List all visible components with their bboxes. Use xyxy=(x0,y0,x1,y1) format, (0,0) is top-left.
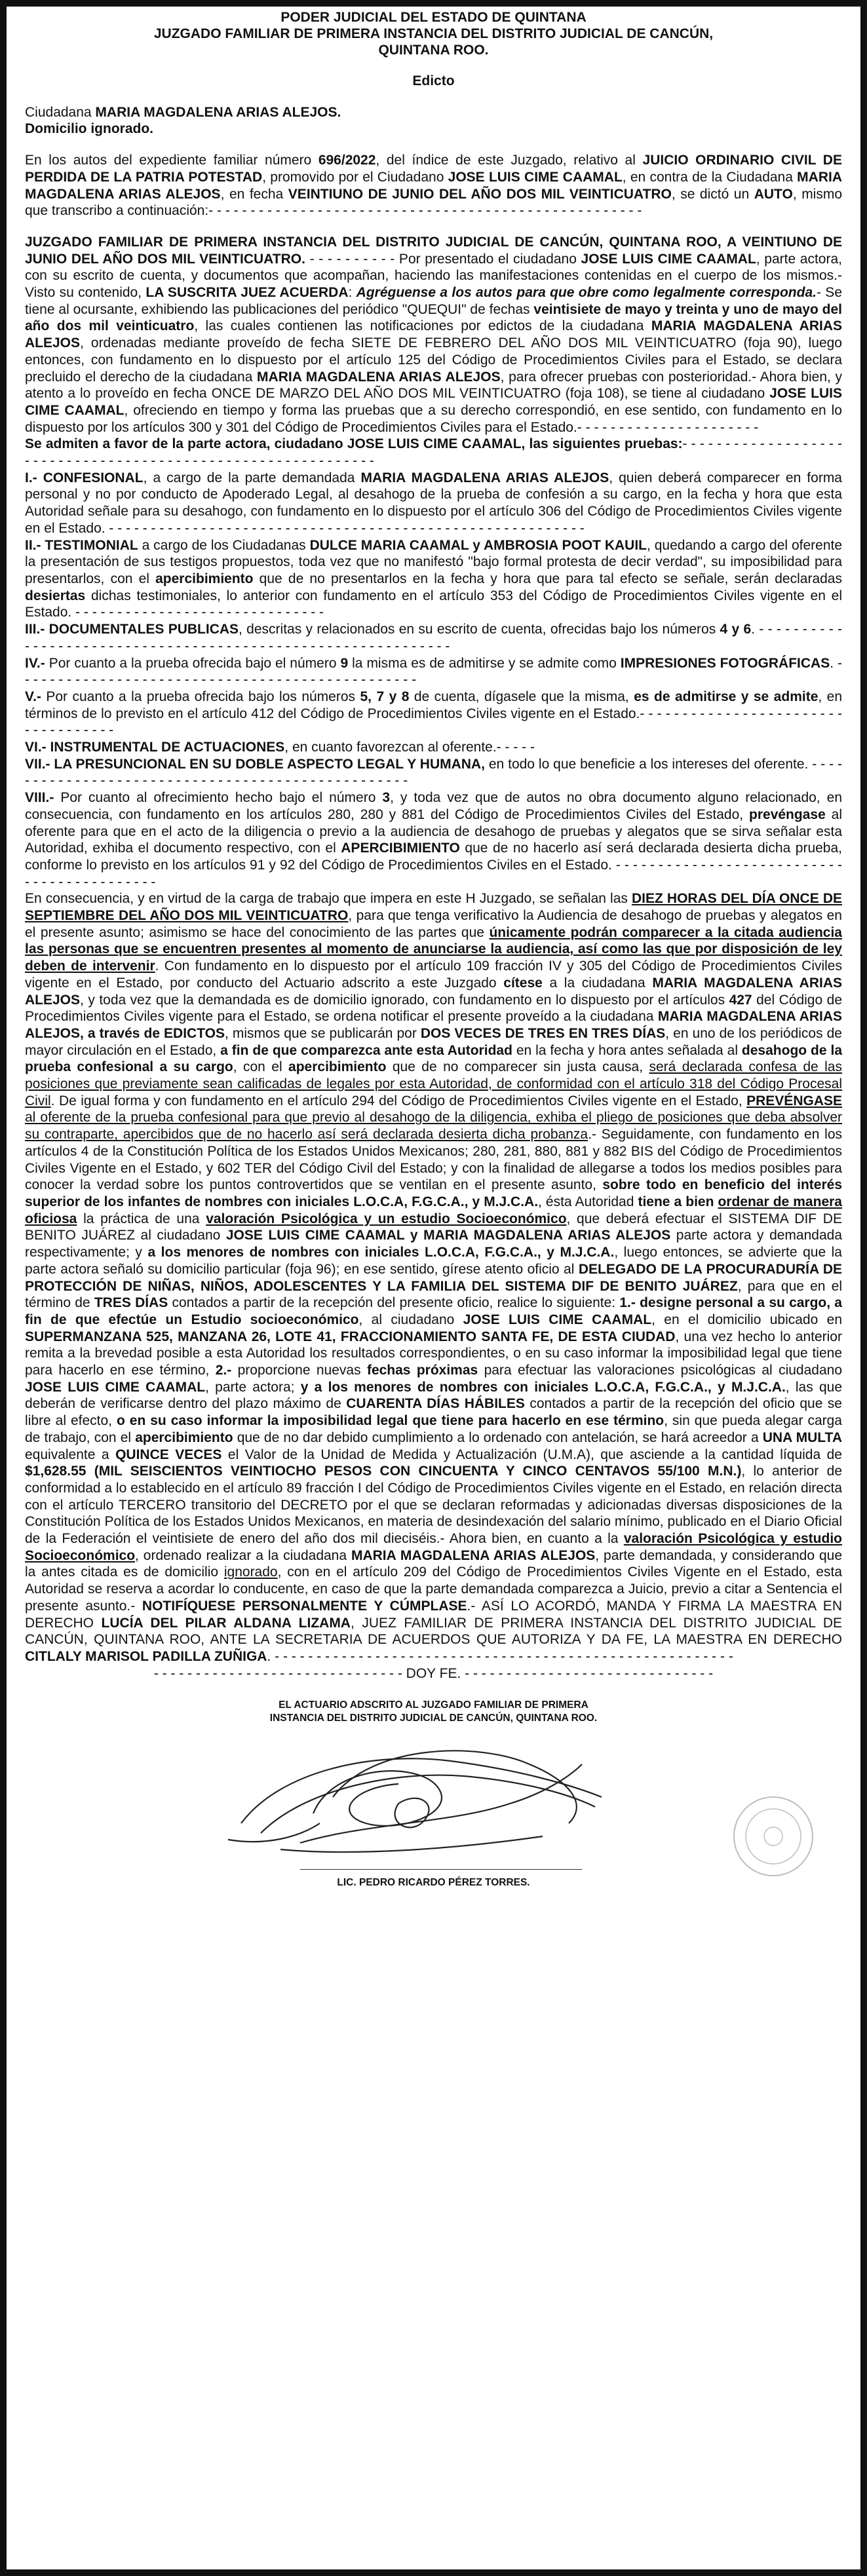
court-header xyxy=(25,9,842,58)
order-paragraph-2: Se admiten a favor de la parte actora, ciudadano JOSE LUIS CIME CAAMAL, las siguientes pruebas:- - - - - - - - - - - - - - - - - - - - - - - - - - - - - - - - - - - - - - - - - - - - - - - - - - - - - - - - - - - - - xyxy=(25,436,842,469)
signer-name: LIC. PEDRO RICARDO PÉREZ TORRES. xyxy=(337,1877,530,1889)
court-order xyxy=(25,234,842,1682)
evidence-item-2: II.- TESTIMONIAL a cargo de los Ciudadanas DULCE MARIA CAAMAL y AMBROSIA POOT KAUIL, quedando a cargo del oferente la presentación de sus testigos propuestos, toda vez que no manifestó "bajo formal protesta de decir verdad", su imposibilidad para presentarlos, con el apercibimiento que de no presentarlos en la fecha y hora que para tal efecto se señale, serán declaradas desiertas dichas testimoniales, lo anterior con fundamento en el artículo 353 del Código de Procedimientos Civiles vigente en el Estado. - - - - - - - - - - - - - - - - - - - - - - - - - - - - - - xyxy=(25,537,843,620)
actuary-line-1: EL ACTUARIO ADSCRITO AL JUZGADO FAMILIAR DE PRIMERA xyxy=(279,1699,588,1711)
document-title: Edicto xyxy=(412,73,455,88)
intro-paragraph: En los autos del expediente familiar número 696/2022, del índice de este Juzgado, relativo al JUICIO ORDINARIO CIVIL DE PERDIDA DE LA PATRIA POTESTAD, promovido por el Ciudadano JOSE LUIS CIME CAAMAL, en contra de la Ciudadana MARIA MAGDALENA ARIAS ALEJOS, en fecha VEINTIUNO DE JUNIO DEL AÑO DOS MIL VEINTICUATRO, se dictó un AUTO, mismo que transcribo a continuación:- - - - - - - - - - - - - - - - - - - - - - - - - - - - - - - - - - - - - - - - - - - - - - - - - - - - xyxy=(25,153,843,219)
evidence-item-4: IV.- Por cuanto a la prueba ofrecida bajo el número 9 la misma es de admitirse y se admite como IMPRESIONES FOTOGRÁFICAS. - - - - - - - - - - - - - - - - - - - - - - - - - - - - - - - - - - - - - - - - - - - - - - - - xyxy=(25,655,842,688)
addressee-name: MARIA MAGDALENA ARIAS ALEJOS. xyxy=(95,104,341,120)
addressee-block xyxy=(25,104,842,138)
addressee-domicile: Domicilio ignorado. xyxy=(25,121,154,137)
actuary-caption xyxy=(25,1699,842,1725)
order-paragraph-1: JUZGADO FAMILIAR DE PRIMERA INSTANCIA DEL DISTRITO JUDICIAL DE CANCÚN, QUINTANA ROO, A VEINTIUNO DE JUNIO DEL AÑO DOS MIL VEINTICUATRO. - - - - - - - - - - Por presentado el ciudadano JOSE LUIS CIME CAAMAL, parte actora, con su escrito de cuenta, y documentos que acompañan, haciendo las manifestaciones contenidas en el cuerpo de los mismos.- Visto su contenido, LA SUSCRITA JUEZ ACUERDA: Agréguense a los autos para que obre como legalmente corresponda.- Se tiene al ocursante, exhibiendo las publicaciones del periódico "QUEQUI" de fechas veintisiete de mayo y treinta y uno de mayo del año dos mil veinticuatro, las cuales contienen las notificaciones por edictos de la ciudadana MARIA MAGDALENA ARIAS ALEJOS, ordenadas mediante proveído de fecha SIETE DE FEBRERO DEL AÑO DOS MIL VEINTICUATRO (foja 90), luego entonces, con fundamento en lo dispuesto por el artículo 125 del Código de Procedimientos Civiles para el Estado, se declara precluido el derecho de la ciudadana MARIA MAGDALENA ARIAS ALEJOS, para ofrecer pruebas con posterioridad.- Ahora bien, y atento a lo proveído en fecha ONCE DE MARZO DEL AÑO DOS MIL VEINTICUATRO (foja 108), se tiene al ciudadano JOSE LUIS CIME CAAMAL, ofreciendo en tiempo y forma las pruebas que a su derecho correspondió, en ese sentido, con fundamento en lo dispuesto por los artículos 300 y 301 del Código de Procedimientos Civiles para el Estado.- - - - - - - - - - - - - - - - - - - - - - xyxy=(25,234,843,435)
evidence-item-7: VII.- LA PRESUNCIONAL EN SU DOBLE ASPECTO LEGAL Y HUMANA, en todo lo que beneficie a los intereses del oferente. - - - - - - - - - - - - - - - - - - - - - - - - - - - - - - - - - - - - - - - - - - - - - - - - - - xyxy=(25,756,842,789)
evidence-item-5: V.- Por cuanto a la prueba ofrecida bajo los números 5, 7 y 8 de cuenta, dígasele que la misma, es de admitirse y se admite, en términos de lo previsto en el artículo 412 del Código de Procedimientos Civiles vigente en el Estado.- - - - - - - - - - - - - - - - - - - - - - - - - - - - - - - - - - - xyxy=(25,689,843,738)
header-line-1: PODER JUDICIAL DEL ESTADO DE QUINTANA xyxy=(280,10,587,25)
addressee-prefix: Ciudadana xyxy=(25,104,96,120)
handwritten-signature xyxy=(202,1725,661,1869)
order-resolution-paragraph: En consecuencia, y en virtud de la carga de trabajo que impera en este H Juzgado, se señalan las DIEZ HORAS DEL DÍA ONCE DE SEPTIEMBRE DEL AÑO DOS MIL VEINTICUATRO, para que tenga verificativo la Audiencia de desahogo de pruebas y alegatos en el presente asunto; asimismo se hace del conocimiento de las partes que únicamente podrán comparecer a la citada audiencia las personas que se encuentren presentes al momento de anunciarse la audiencia, así como las que por disposición de ley deben de intervenir. Con fundamento en lo dispuesto por el artículo 109 fracción IV y 305 del Código de Procedimientos Civiles vigente en el Estado, por conducto del Actuario adscrito a este Juzgado cítese a la ciudadana MARIA MAGDALENA ARIAS ALEJOS, y toda vez que la demandada es de domicilio ignorado, con fundamento en lo dispuesto por el artículos 427 del Código de Procedimientos Civiles vigente para el Estado, se ordena notificar el presente proveído a la ciudadana MARIA MAGDALENA ARIAS ALEJOS, a través de EDICTOS, mismos que se publicarán por DOS VECES DE TRES EN TRES DÍAS, en uno de los periódicos de mayor circulación en el Estado, a fin de que comparezca ante esta Autoridad en la fecha y hora antes señalada al desahogo de la prueba confesional a su cargo, con el apercibimiento que de no comparecer sin justa causa, será declarada confesa de las posiciones que previamente sean calificadas de legales por esta Autoridad, de conformidad con el artículo 318 del Código Procesal Civil. De igual forma y con fundamento en el artículo 294 del Código de Procedimientos Civiles vigente en el Estado, PREVÉNGASE al oferente de la prueba confesional para que previo al desahogo de la diligencia, exhiba el pliego de posiciones que deba absolver su contraparte, apercibidos que de no hacerlo así será declarada desierta dicha probanza.- Seguidamente, con fundamento en los artículos 4 de la Constitución Política de los Estados Unidos Mexicanos; 280, 281, 880, 881 y 882 BIS del Código de Procedimientos Civiles Vigente en el Estado, y 602 TER del Código Civil del Estado; y con la finalidad de allegarse a todos los medios posibles para conocer la verdad sobre los puntos controvertidos que se ventilan en el presente asunto, sobre todo en beneficio del interés superior de los infantes de nombres con iniciales L.O.C.A, F.G.C.A., y M.J.C.A., ésta Autoridad tiene a bien ordenar de manera oficiosa la práctica de una valoración Psicológica y un estudio Socioeconómico, que deberá efectuar el SISTEMA DIF DE BENITO JUÁREZ al ciudadano JOSE LUIS CIME CAAMAL y MARIA MAGDALENA ARIAS ALEJOS parte actora y demandada respectivamente; y a los menores de nombres con iniciales L.O.C.A, F.G.C.A., y M.J.C.A., luego entonces, se advierte que la parte actora señaló su domicilio particular (foja 96); en ese sentido, gírese atento oficio al DELEGADO DE LA PROCURADURÍA DE PROTECCIÓN DE NIÑAS, NIÑOS, ADOLESCENTES Y LA FAMILIA DEL SISTEMA DIF DE BENITO JUÁREZ, para que en el término de TRES DÍAS contados a partir de la recepción del presente oficio, realice lo siguiente: 1.- designe personal a su cargo, a fin de que efectúe un Estudio socioeconómico, al ciudadano JOSE LUIS CIME CAAMAL, en el domicilio ubicado en SUPERMANZANA 525, MANZANA 26, LOTE 41, FRACCIONAMIENTO SANTA FE, DE ESTA CIUDAD, una vez hecho lo anterior remita a la brevedad posible a esta Autoridad los resultados correspondientes, o en su caso informar la imposibilidad legal que tiene para hacerlo en ese término, 2.- proporcione nuevas fechas próximas para efectuar las valoraciones psicológicas al ciudadano JOSE LUIS CIME CAAMAL, parte actora; y a los menores de nombres con iniciales L.O.C.A, F.G.C.A., y M.J.C.A., las que deberán de verificarse dentro del plazo máximo de CUARENTA DÍAS HÁBILES contados a partir de la recepción del oficio que se libre al efecto, o en su caso informar la imposibilidad legal que tiene para hacerlo en ese término, sin que pueda alegar carga de trabajo, con el apercibimiento que de no dar debido cumplimiento a lo ordenado con antelación, se hará acreedor a UNA MULTA equivalente a QUINCE VECES el Valor de la Unidad de Medida y Actualización (U.M.A), que asciende a la cantidad líquida de $1,628.55 (MIL SEISCIENTOS VEINTIOCHO PESOS CON CINCUENTA Y CINCO CENTAVOS 55/100 M.N.), lo anterior de conformidad a lo establecido en el artículo 89 fracción I del Código de Procedimientos Civiles vigente en el Estado, en relación directa con el artículo TERCERO transitorio del DECRETO por el que se declaran reformadas y adicionadas diversas disposiciones de la Constitución Política de los Estados Unidos Mexicanos, en materia de desindexación del salario mínimo, publicado en el Diario Oficial de la Federación el veintisiete de enero del año dos mil dieciséis.- Ahora bien, en cuanto a la valoración Psicológica y estudio Socioeconómico, ordenado realizar a la ciudadana MARIA MAGDALENA ARIAS ALEJOS, parte demandada, y considerando que la antes citada es de domicilio ignorado, con en el artículo 209 del Código de Procedimientos Civiles Vigente en el Estado, esta Autoridad se reserva a acordar lo conducente, en caso de que la parte demandada comparezca a Juicio, previo a citar a Sentencia el presente asunto.- NOTIFÍQUESE PERSONALMENTE Y CÚMPLASE.- ASÍ LO ACORDÓ, MANDA Y FIRMA LA MAESTRA EN DERECHO LUCÍA DEL PILAR ALDANA LIZAMA, JUEZ FAMILIAR DE PRIMERA INSTANCIA DEL DISTRITO JUDICIAL DE CANCÚN, QUINTANA ROO, ANTE LA SECRETARIA DE ACUERDOS QUE AUTORIZA Y DA FE, LA MAESTRA EN DERECHO CITLALY MARISOL PADILLA ZUÑIGA. - - - - - - - - - - - - - - - - - - - - - - - - - - - - - - - - - - - - - - - - - - - - - - - - - - - - - - - xyxy=(25,891,843,1664)
signature-line xyxy=(300,1869,582,1870)
evidence-item-3: III.- DOCUMENTALES PUBLICAS, descritas y relacionados en su escrito de cuenta, ofrecidas bajo los números 4 y 6. - - - - - - - - - - - - - - - - - - - - - - - - - - - - - - - - - - - - - - - - - - - - - - - - - - - - - - - - - - - - - xyxy=(25,622,842,654)
court-seal xyxy=(731,1794,816,1879)
header-line-2: JUZGADO FAMILIAR DE PRIMERA INSTANCIA DEL DISTRITO JUDICIAL DE CANCÚN, xyxy=(153,26,714,41)
actuary-line-2: INSTANCIA DEL DISTRITO JUDICIAL DE CANCÚN, QUINTANA ROO. xyxy=(269,1713,598,1724)
evidence-item-6: VI.- INSTRUMENTAL DE ACTUACIONES, en cuanto favorezcan al oferente.- - - - - xyxy=(25,740,535,755)
evidence-item-8: VIII.- Por cuanto al ofrecimiento hecho bajo el número 3, y toda vez que de autos no obra documento alguno relacionado, en consecuencia, con fundamento en los artículos 280, 280 y 881 del Código de Procedimientos Civiles del Estado, prevéngase al oferente para que en el acto de la diligencia o previo a la audiencia de desahogo de pruebas y alegatos que se sirva señalar esta Autoridad, exhiba el documento respectivo, con el APERCIBIMIENTO que de no hacerlo así será declarada desierta dicha prueba, conforme lo previsto en los artículos 91 y 92 del Código de Procedimientos Civiles en el Estado. - - - - - - - - - - - - - - - - - - - - - - - - - - - - - - - - - - - - - - - - - - - xyxy=(25,790,843,890)
header-line-3: QUINTANA ROO. xyxy=(378,43,489,58)
document-body xyxy=(25,9,842,1889)
evidence-item-1: I.- CONFESIONAL, a cargo de la parte demandada MARIA MAGDALENA ARIAS ALEJOS, quien deberá comparecer en forma personal y no por conducto de Apoderado Legal, al desahogo de la prueba de confesión a su cargo, en la fecha y hora que esta Autoridad señale para su desahogo, con fundamento en lo dispuesto por el artículo 306 del Código de Procedimientos Civiles vigente en el Estado. - - - - - - - - - - - - - - - - - - - - - - - - - - - - - - - - - - - - - - - - - - - - - - - - - - - - - - - - - xyxy=(25,470,842,536)
signature-area xyxy=(25,1725,842,1889)
doy-fe-line: - - - - - - - - - - - - - - - - - - - - - - - - - - - - - - DOY FE. - - - - - - - - - - - - - - - - - - - - - - - - - - - - - - xyxy=(153,1665,714,1681)
